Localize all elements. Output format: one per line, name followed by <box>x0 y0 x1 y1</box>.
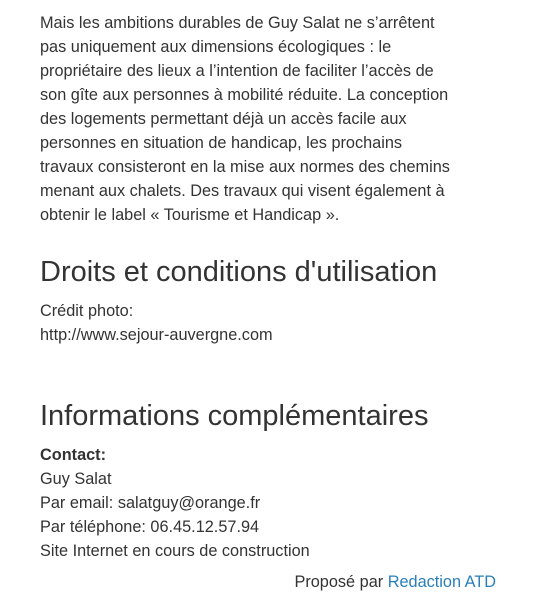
photo-credits <box>40 299 273 347</box>
paragraph-line: son gîte aux personnes à mobilité réduite. La conception <box>40 86 449 104</box>
rights-heading: Droits et conditions d'utilisation <box>40 256 438 288</box>
paragraph-line: travaux consisteront en la mise aux normes des chemins <box>40 158 450 176</box>
proposed-by <box>294 570 496 594</box>
paragraph-line: Mais les ambitions durables de Guy Salat ne s’arrêtent <box>40 14 435 32</box>
author-link[interactable]: Redaction ATD <box>387 573 496 591</box>
credit-url: http://www.sejour-auvergne.com <box>40 326 273 344</box>
paragraph-line: obtenir le label « Tourisme et Handicap ». <box>40 206 340 224</box>
proposed-by-label: Proposé par <box>294 573 384 591</box>
paragraph-line: menant aux chalets. Des travaux qui visent également à <box>40 182 445 200</box>
paragraph-line: pas uniquement aux dimensions écologiques : le <box>40 38 392 56</box>
credit-label: Crédit photo: <box>40 302 134 320</box>
paragraph-line: des logements permettant déjà un accès facile aux <box>40 110 407 128</box>
contact-name: Guy Salat <box>40 470 112 488</box>
article-paragraph <box>40 11 510 227</box>
info-heading: Informations complémentaires <box>40 400 429 432</box>
contact-phone: Par téléphone: 06.45.12.57.94 <box>40 518 260 536</box>
paragraph-line: personnes en situation de handicap, les prochains <box>40 134 403 152</box>
contact-label: Contact: <box>40 446 107 464</box>
contact-website: Site Internet en cours de construction <box>40 542 310 560</box>
contact-email: Par email: salatguy@orange.fr <box>40 494 261 512</box>
paragraph-line: propriétaire des lieux a l’intention de faciliter l’accès de <box>40 62 434 80</box>
contact-block <box>40 443 310 563</box>
